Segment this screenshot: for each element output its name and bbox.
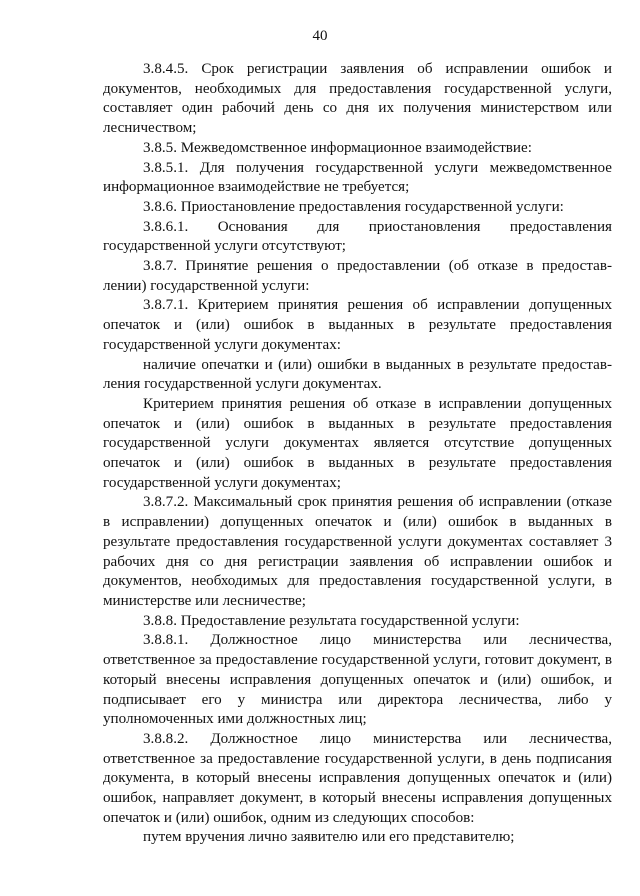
paragraph-criterion-presence: наличие опечатки и (или) ошибки в выданных в результате предоставления государственной услуги документах. bbox=[103, 356, 612, 393]
paragraph-3-8-8-2: 3.8.8.2. Должностное лицо министерства или лесничества, ответственное за предоставление государственной услуги, в день подписания документа, в который внесены исправления допущенных опечаток и (или) ошибок, направляет документ, в который внесены исправления допущенных опечаток и (или) ошибок, одним из следующих способов: bbox=[103, 730, 612, 826]
paragraph-3-8-7-1: 3.8.7.1. Критерием принятия решения об исправлении допущенных опечаток и (или) ошибок в выданных в результате предоставления государственной услуги документах: bbox=[103, 297, 612, 353]
paragraph-delivery-method: путем вручения лично заявителю или его представителю; bbox=[143, 829, 515, 846]
paragraph-3-8-6: 3.8.6. Приостановление предоставления государственной услуги: bbox=[143, 198, 564, 215]
document-body bbox=[103, 60, 612, 848]
paragraph-3-8-7-2: 3.8.7.2. Максимальный срок принятия решения об исправлении (отказе в исправлении) допущенных опечаток и (или) ошибок в выданных в результате предоставления государственной услуги документах составляет 3 рабочих дня со дня регистрации заявления об исправлении ошибок и документов, необходимых для предоставления государственной услуги, в министерстве или лесничестве; bbox=[103, 494, 612, 609]
paragraph-3-8-5: 3.8.5. Межведомственное информационное взаимодействие: bbox=[143, 139, 532, 156]
paragraph-3-8-8-1: 3.8.8.1. Должностное лицо министерства или лесничества, ответственное за предоставление государственной услуги, готовит документ, в который внесены исправления допущенных опечаток и (или) ошибок, и подписывает его у министра или директора лесничества, либо у уполномоченных ими должностных лиц; bbox=[103, 632, 612, 728]
page-number: 40 bbox=[312, 28, 328, 44]
paragraph-criterion-refusal: Критерием принятия решения об отказе в исправлении допущенных опечаток и (или) ошибок в выданных в результате предоставления государственной услуги документах является отсутствие допущенных опечаток и (или) ошибок в выданных в результате предоставления государственной услуги документах; bbox=[103, 395, 612, 491]
paragraph-3-8-7: 3.8.7. Принятие решения о предоставлении (об отказе в предоставлении) государственной услуги: bbox=[103, 258, 612, 294]
paragraph-3-8-5-1: 3.8.5.1. Для получения государственной услуги межведомственное информационное взаимодействие не требуется; bbox=[103, 159, 612, 196]
paragraph-3-8-8: 3.8.8. Предоставление результата государственной услуги: bbox=[143, 612, 520, 629]
paragraph-3-8-6-1: 3.8.6.1. Основания для приостановления предоставления государственной услуги отсутствуют; bbox=[103, 218, 612, 255]
paragraph-3-8-4-5: 3.8.4.5. Срок регистрации заявления об исправлении ошибок и документов, необходимых для предоставления государственной услуги, составляет один рабочий день со дня их получения министерством или лесничеством; bbox=[103, 61, 612, 137]
